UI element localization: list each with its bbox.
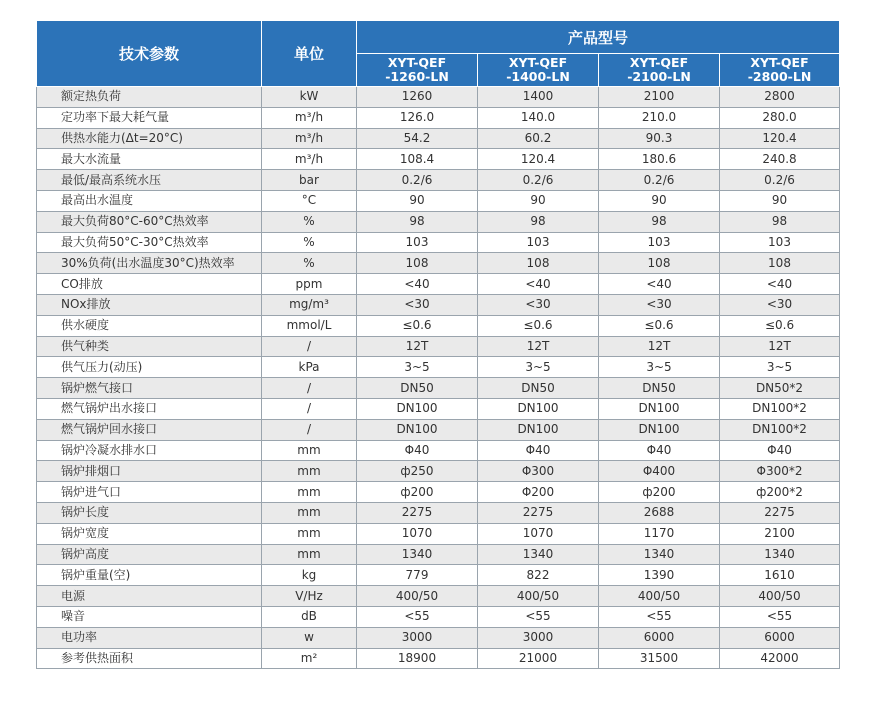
value-cell: 1340 <box>599 544 720 565</box>
unit-cell: mmol/L <box>262 315 357 336</box>
table-row <box>37 523 840 544</box>
param-name-cell: 锅炉重量(空) <box>37 565 262 586</box>
param-name-cell: 定功率下最大耗气量 <box>37 107 262 128</box>
table-row <box>37 190 840 211</box>
value-cell: 90 <box>599 190 720 211</box>
value-cell: 1610 <box>720 565 840 586</box>
value-cell: 98 <box>357 211 478 232</box>
table-row <box>37 274 840 295</box>
table-row <box>37 544 840 565</box>
value-cell: 103 <box>357 232 478 253</box>
unit-cell: mm <box>262 482 357 503</box>
value-cell: 0.2/6 <box>599 170 720 191</box>
value-cell: 210.0 <box>599 107 720 128</box>
value-cell: 2100 <box>720 523 840 544</box>
value-cell: 2275 <box>720 502 840 523</box>
value-cell: Φ300*2 <box>720 461 840 482</box>
value-cell: 3000 <box>478 627 599 648</box>
value-cell: 1340 <box>478 544 599 565</box>
param-name-cell: 额定热负荷 <box>37 87 262 108</box>
value-cell: 98 <box>720 211 840 232</box>
param-name-cell: 燃气锅炉回水接口 <box>37 419 262 440</box>
param-name-cell: 供热水能力(Δt=20°C) <box>37 128 262 149</box>
value-cell: 54.2 <box>357 128 478 149</box>
unit-cell: mm <box>262 461 357 482</box>
value-cell: <40 <box>599 274 720 295</box>
value-cell: 103 <box>720 232 840 253</box>
param-name-cell: 锅炉进气口 <box>37 482 262 503</box>
value-cell: 90.3 <box>599 128 720 149</box>
value-cell: 280.0 <box>720 107 840 128</box>
value-cell: 1070 <box>357 523 478 544</box>
value-cell: 0.2/6 <box>720 170 840 191</box>
unit-cell: / <box>262 336 357 357</box>
unit-cell: °C <box>262 190 357 211</box>
value-cell: 108 <box>720 253 840 274</box>
value-cell: 400/50 <box>720 586 840 607</box>
value-cell: <40 <box>720 274 840 295</box>
value-cell: 1390 <box>599 565 720 586</box>
value-cell: 140.0 <box>478 107 599 128</box>
spec-table-container <box>36 20 839 669</box>
param-name-cell: 锅炉高度 <box>37 544 262 565</box>
table-row <box>37 315 840 336</box>
param-name-cell: 最大负荷50°C-30°C热效率 <box>37 232 262 253</box>
value-cell: 42000 <box>720 648 840 669</box>
param-name-cell: 最大水流量 <box>37 149 262 170</box>
value-cell: 2688 <box>599 502 720 523</box>
value-cell: Φ40 <box>599 440 720 461</box>
value-cell: DN50 <box>478 378 599 399</box>
table-row <box>37 398 840 419</box>
value-cell: 0.2/6 <box>478 170 599 191</box>
value-cell: Φ200 <box>478 482 599 503</box>
value-cell: ф200 <box>599 482 720 503</box>
value-cell: DN50*2 <box>720 378 840 399</box>
value-cell: 1340 <box>720 544 840 565</box>
param-name-cell: 供水硬度 <box>37 315 262 336</box>
value-cell: 108 <box>599 253 720 274</box>
table-row <box>37 128 840 149</box>
table-row <box>37 606 840 627</box>
table-row <box>37 565 840 586</box>
param-column-header: 技术参数 <box>37 21 262 87</box>
value-cell: 180.6 <box>599 149 720 170</box>
value-cell: 1070 <box>478 523 599 544</box>
value-cell: 3~5 <box>720 357 840 378</box>
unit-cell: % <box>262 211 357 232</box>
value-cell: 1340 <box>357 544 478 565</box>
param-name-cell: 供气种类 <box>37 336 262 357</box>
value-cell: <40 <box>357 274 478 295</box>
value-cell: 1170 <box>599 523 720 544</box>
table-row <box>37 482 840 503</box>
unit-cell: mm <box>262 544 357 565</box>
value-cell: 12T <box>357 336 478 357</box>
value-cell: <55 <box>720 606 840 627</box>
value-cell: 31500 <box>599 648 720 669</box>
value-cell: ≤0.6 <box>357 315 478 336</box>
value-cell: <55 <box>599 606 720 627</box>
table-row <box>37 232 840 253</box>
spec-table <box>36 20 840 669</box>
unit-cell: m³/h <box>262 128 357 149</box>
value-cell: <40 <box>478 274 599 295</box>
unit-cell: kPa <box>262 357 357 378</box>
table-row <box>37 627 840 648</box>
value-cell: 6000 <box>720 627 840 648</box>
value-cell: 12T <box>478 336 599 357</box>
unit-cell: / <box>262 419 357 440</box>
param-name-cell: 噪音 <box>37 606 262 627</box>
value-cell: Φ40 <box>720 440 840 461</box>
value-cell: 1260 <box>357 87 478 108</box>
value-cell: DN100 <box>357 398 478 419</box>
value-cell: 98 <box>478 211 599 232</box>
value-cell: DN50 <box>599 378 720 399</box>
value-cell: 400/50 <box>357 586 478 607</box>
value-cell: 108 <box>478 253 599 274</box>
unit-cell: m² <box>262 648 357 669</box>
param-name-cell: 锅炉宽度 <box>37 523 262 544</box>
value-cell: Φ40 <box>478 440 599 461</box>
value-cell: ≤0.6 <box>478 315 599 336</box>
param-name-cell: 最高出水温度 <box>37 190 262 211</box>
value-cell: 0.2/6 <box>357 170 478 191</box>
table-row <box>37 648 840 669</box>
unit-cell: % <box>262 253 357 274</box>
value-cell: ф200*2 <box>720 482 840 503</box>
value-cell: 12T <box>599 336 720 357</box>
table-row <box>37 461 840 482</box>
unit-cell: / <box>262 398 357 419</box>
unit-cell: dB <box>262 606 357 627</box>
param-name-cell: 电源 <box>37 586 262 607</box>
unit-cell: mm <box>262 440 357 461</box>
unit-cell: mg/m³ <box>262 294 357 315</box>
model-header-3: XYT-QEF -2100-LN <box>599 54 720 87</box>
table-row <box>37 149 840 170</box>
param-name-cell: 供气压力(动压) <box>37 357 262 378</box>
table-row <box>37 419 840 440</box>
value-cell: DN100*2 <box>720 419 840 440</box>
value-cell: 18900 <box>357 648 478 669</box>
value-cell: 120.4 <box>720 128 840 149</box>
value-cell: 2800 <box>720 87 840 108</box>
unit-cell: w <box>262 627 357 648</box>
unit-cell: mm <box>262 502 357 523</box>
table-row <box>37 440 840 461</box>
spec-table-body <box>37 87 840 669</box>
model-header-4: XYT-QEF -2800-LN <box>720 54 840 87</box>
value-cell: Φ40 <box>357 440 478 461</box>
value-cell: DN100 <box>478 398 599 419</box>
param-name-cell: 30%负荷(出水温度30°C)热效率 <box>37 253 262 274</box>
value-cell: 90 <box>357 190 478 211</box>
unit-column-header: 单位 <box>262 21 357 87</box>
table-row <box>37 87 840 108</box>
value-cell: 108 <box>357 253 478 274</box>
param-name-cell: 参考供热面积 <box>37 648 262 669</box>
unit-cell: / <box>262 378 357 399</box>
value-cell: 108.4 <box>357 149 478 170</box>
value-cell: ≤0.6 <box>599 315 720 336</box>
table-row <box>37 378 840 399</box>
table-row <box>37 107 840 128</box>
value-cell: <30 <box>720 294 840 315</box>
unit-cell: m³/h <box>262 107 357 128</box>
value-cell: 2275 <box>357 502 478 523</box>
param-name-cell: 电功率 <box>37 627 262 648</box>
value-cell: 822 <box>478 565 599 586</box>
value-cell: DN100 <box>599 419 720 440</box>
value-cell: 60.2 <box>478 128 599 149</box>
value-cell: 126.0 <box>357 107 478 128</box>
value-cell: 120.4 <box>478 149 599 170</box>
unit-cell: m³/h <box>262 149 357 170</box>
value-cell: 90 <box>720 190 840 211</box>
value-cell: <55 <box>478 606 599 627</box>
unit-cell: bar <box>262 170 357 191</box>
value-cell: 12T <box>720 336 840 357</box>
param-name-cell: 锅炉燃气接口 <box>37 378 262 399</box>
unit-cell: mm <box>262 523 357 544</box>
value-cell: 3~5 <box>478 357 599 378</box>
value-cell: <30 <box>478 294 599 315</box>
param-name-cell: 锅炉冷凝水排水口 <box>37 440 262 461</box>
value-cell: 240.8 <box>720 149 840 170</box>
value-cell: 1400 <box>478 87 599 108</box>
value-cell: 6000 <box>599 627 720 648</box>
value-cell: 98 <box>599 211 720 232</box>
value-cell: ≤0.6 <box>720 315 840 336</box>
table-row <box>37 294 840 315</box>
value-cell: 3~5 <box>599 357 720 378</box>
param-name-cell: 锅炉长度 <box>37 502 262 523</box>
value-cell: Φ400 <box>599 461 720 482</box>
value-cell: ф200 <box>357 482 478 503</box>
value-cell: <30 <box>599 294 720 315</box>
value-cell: 779 <box>357 565 478 586</box>
value-cell: DN100 <box>357 419 478 440</box>
table-row <box>37 170 840 191</box>
param-name-cell: 最大负荷80°C-60°C热效率 <box>37 211 262 232</box>
model-group-header: 产品型号 <box>357 21 840 54</box>
table-row <box>37 211 840 232</box>
value-cell: ф250 <box>357 461 478 482</box>
unit-cell: kW <box>262 87 357 108</box>
param-name-cell: 锅炉排烟口 <box>37 461 262 482</box>
value-cell: 3~5 <box>357 357 478 378</box>
table-row <box>37 586 840 607</box>
unit-cell: % <box>262 232 357 253</box>
param-name-cell: CO排放 <box>37 274 262 295</box>
value-cell: DN100*2 <box>720 398 840 419</box>
model-header-1: XYT-QEF -1260-LN <box>357 54 478 87</box>
value-cell: Φ300 <box>478 461 599 482</box>
value-cell: 103 <box>478 232 599 253</box>
table-row <box>37 357 840 378</box>
table-row <box>37 336 840 357</box>
value-cell: DN100 <box>478 419 599 440</box>
value-cell: 2275 <box>478 502 599 523</box>
value-cell: 103 <box>599 232 720 253</box>
table-row <box>37 502 840 523</box>
value-cell: DN100 <box>599 398 720 419</box>
param-name-cell: NOx排放 <box>37 294 262 315</box>
value-cell: 3000 <box>357 627 478 648</box>
value-cell: <30 <box>357 294 478 315</box>
value-cell: 400/50 <box>599 586 720 607</box>
value-cell: DN50 <box>357 378 478 399</box>
param-name-cell: 最低/最高系统水压 <box>37 170 262 191</box>
param-name-cell: 燃气锅炉出水接口 <box>37 398 262 419</box>
unit-cell: V/Hz <box>262 586 357 607</box>
value-cell: 90 <box>478 190 599 211</box>
value-cell: 2100 <box>599 87 720 108</box>
unit-cell: kg <box>262 565 357 586</box>
table-row <box>37 253 840 274</box>
value-cell: 21000 <box>478 648 599 669</box>
model-header-2: XYT-QEF -1400-LN <box>478 54 599 87</box>
value-cell: 400/50 <box>478 586 599 607</box>
value-cell: <55 <box>357 606 478 627</box>
unit-cell: ppm <box>262 274 357 295</box>
